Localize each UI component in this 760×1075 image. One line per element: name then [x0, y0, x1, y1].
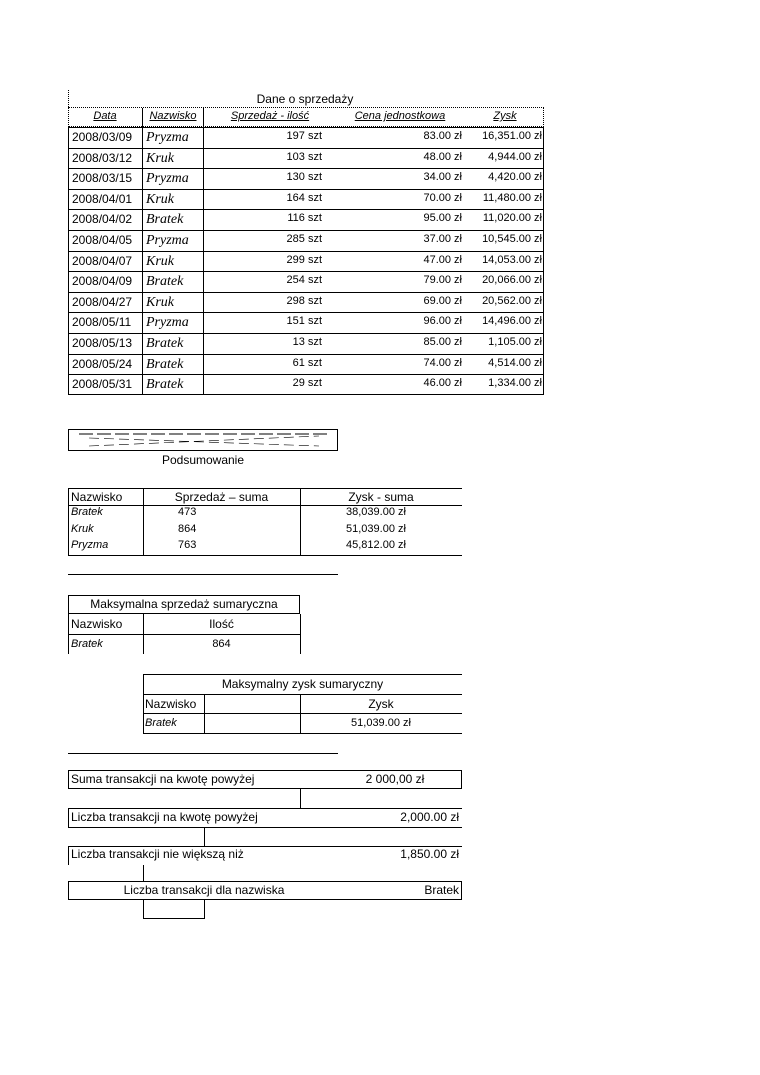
summary-header-name: Nazwisko — [71, 490, 123, 504]
sales-date: 2008/05/24 — [72, 356, 133, 371]
sales-price: 47.00 zł — [423, 253, 462, 266]
summary-label: Podsumowanie — [161, 453, 245, 467]
sales-name: Pryzma — [146, 233, 189, 248]
sales-name: Kruk — [146, 191, 174, 207]
sales-qty: 13 szt — [292, 336, 322, 348]
banner-decoration — [69, 430, 337, 450]
max-sales-qty: 864 — [212, 638, 231, 650]
sales-name: Pryzma — [146, 130, 189, 145]
divider — [68, 753, 338, 754]
sales-date: 2008/05/13 — [72, 336, 133, 350]
summary-name: Bratek — [71, 506, 103, 518]
max-profit-value: 51,039.00 zł — [351, 717, 411, 729]
sales-profit: 11,020.00 zł — [482, 212, 542, 225]
summary-profit: 45,812.00 zł — [346, 539, 406, 551]
divider — [68, 574, 338, 575]
max-profit-col-name: Nazwisko — [145, 697, 197, 711]
sales-profit: 16,351.00 zł — [482, 130, 542, 142]
summary-profit: 38,039.00 zł — [346, 506, 406, 518]
criteria-value-4[interactable]: Bratek — [424, 883, 459, 897]
summary-sales: 864 — [178, 522, 197, 535]
sales-profit: 11,480.00 zł — [482, 191, 542, 204]
summary-profit: 51,039.00 zł — [346, 522, 406, 535]
sales-qty: 197 szt — [286, 130, 322, 142]
header-qty: Sprzedaż - ilość — [230, 110, 310, 122]
sales-price: 70.00 zł — [423, 191, 462, 204]
max-profit-name: Bratek — [145, 717, 177, 729]
criteria-result-box[interactable] — [143, 899, 205, 919]
sales-qty: 254 szt — [286, 274, 322, 287]
criteria-label-4: Liczba transakcji dla nazwiska — [123, 883, 285, 897]
sales-price: 74.00 zł — [423, 356, 462, 369]
sales-name: Pryzma — [146, 315, 189, 331]
sales-price: 96.00 zł — [423, 315, 462, 328]
summary-banner — [68, 429, 338, 451]
sales-qty: 103 szt — [286, 150, 322, 163]
sales-name: Bratek — [146, 377, 184, 393]
max-profit-col-profit: Zysk — [368, 697, 394, 711]
sales-price: 69.00 zł — [423, 294, 462, 307]
sales-name: Bratek — [146, 356, 184, 372]
sales-name: Bratek — [146, 274, 184, 290]
sales-name: Kruk — [146, 150, 174, 166]
sales-date: 2008/03/15 — [72, 171, 133, 186]
criteria-label-2: Liczba transakcji na kwotę powyżej — [71, 810, 258, 824]
sales-profit: 14,496.00 zł — [482, 315, 542, 328]
sales-date: 2008/04/27 — [72, 294, 133, 309]
header-name: Nazwisko — [149, 110, 197, 122]
sales-date: 2008/04/02 — [72, 212, 133, 227]
summary-header-sales: Sprzedaż – suma — [174, 490, 269, 504]
sales-name: Bratek — [146, 336, 184, 351]
sales-profit: 20,066.00 zł — [482, 274, 542, 287]
sales-date: 2008/05/11 — [72, 315, 132, 330]
sales-qty: 61 szt — [292, 356, 322, 369]
criteria-value-1[interactable]: 2 000,00 zł — [365, 772, 425, 786]
sales-price: 37.00 zł — [423, 233, 462, 245]
sales-profit: 4,420.00 zł — [488, 171, 542, 184]
sales-profit: 20,562.00 zł — [482, 294, 542, 307]
sales-profit: 4,944.00 zł — [488, 150, 542, 163]
summary-sales: 473 — [178, 506, 197, 518]
sales-name: Bratek — [146, 212, 184, 228]
sales-qty: 164 szt — [286, 191, 322, 204]
sales-price: 95.00 zł — [423, 212, 462, 225]
max-sales-col-qty: Ilość — [209, 617, 234, 631]
criteria-value-3[interactable]: 1,850.00 zł — [400, 847, 459, 861]
sales-date: 2008/04/05 — [72, 233, 133, 247]
sales-profit: 1,334.00 zł — [488, 377, 542, 390]
header-price: Cena jednostkowa — [354, 110, 446, 122]
max-sales-col-name: Nazwisko — [71, 617, 123, 631]
max-sales-name: Bratek — [71, 638, 103, 650]
summary-sales: 763 — [178, 539, 197, 551]
summary-header-profit: Zysk - suma — [348, 490, 414, 504]
sales-qty: 298 szt — [286, 294, 322, 307]
sales-qty: 151 szt — [286, 315, 322, 328]
sales-price: 46.00 zł — [423, 377, 462, 390]
sales-name: Kruk — [146, 294, 174, 310]
sales-qty: 29 szt — [292, 377, 322, 390]
sales-price: 34.00 zł — [423, 171, 462, 184]
max-sales-title: Maksymalna sprzedaż sumaryczna — [90, 597, 278, 611]
sales-date: 2008/03/09 — [72, 130, 133, 144]
sales-name: Kruk — [146, 253, 174, 269]
summary-name: Kruk — [71, 522, 94, 535]
sales-price: 48.00 zł — [423, 150, 462, 163]
sales-profit: 14,053.00 zł — [482, 253, 542, 266]
sales-profit: 4,514.00 zł — [488, 356, 542, 369]
sales-date: 2008/05/31 — [72, 377, 133, 392]
sales-profit: 1,105.00 zł — [488, 336, 542, 348]
summary-name: Pryzma — [71, 539, 109, 551]
sales-qty: 130 szt — [286, 171, 322, 184]
sales-profit: 10,545.00 zł — [482, 233, 542, 245]
criteria-label-1: Suma transakcji na kwotę powyżej — [71, 772, 255, 786]
criteria-value-2[interactable]: 2,000.00 zł — [400, 810, 459, 824]
max-profit-title: Maksymalny zysk sumaryczny — [221, 677, 384, 691]
sales-name: Pryzma — [146, 171, 189, 187]
sales-date: 2008/04/09 — [72, 274, 133, 289]
sales-qty: 299 szt — [286, 253, 322, 266]
criteria-label-3: Liczba transakcji nie większą niż — [71, 847, 244, 861]
sales-price: 83.00 zł — [423, 130, 462, 142]
sales-date: 2008/04/07 — [72, 253, 133, 268]
sales-date: 2008/04/01 — [72, 191, 133, 206]
sales-qty: 116 szt — [287, 212, 322, 225]
sales-qty: 285 szt — [286, 233, 322, 245]
sales-price: 79.00 zł — [423, 274, 462, 287]
header-date: Data — [93, 110, 117, 122]
header-profit: Zysk — [493, 110, 517, 122]
sales-price: 85.00 zł — [423, 336, 462, 348]
sales-title: Dane o sprzedaży — [256, 92, 354, 106]
sales-date: 2008/03/12 — [72, 150, 133, 165]
